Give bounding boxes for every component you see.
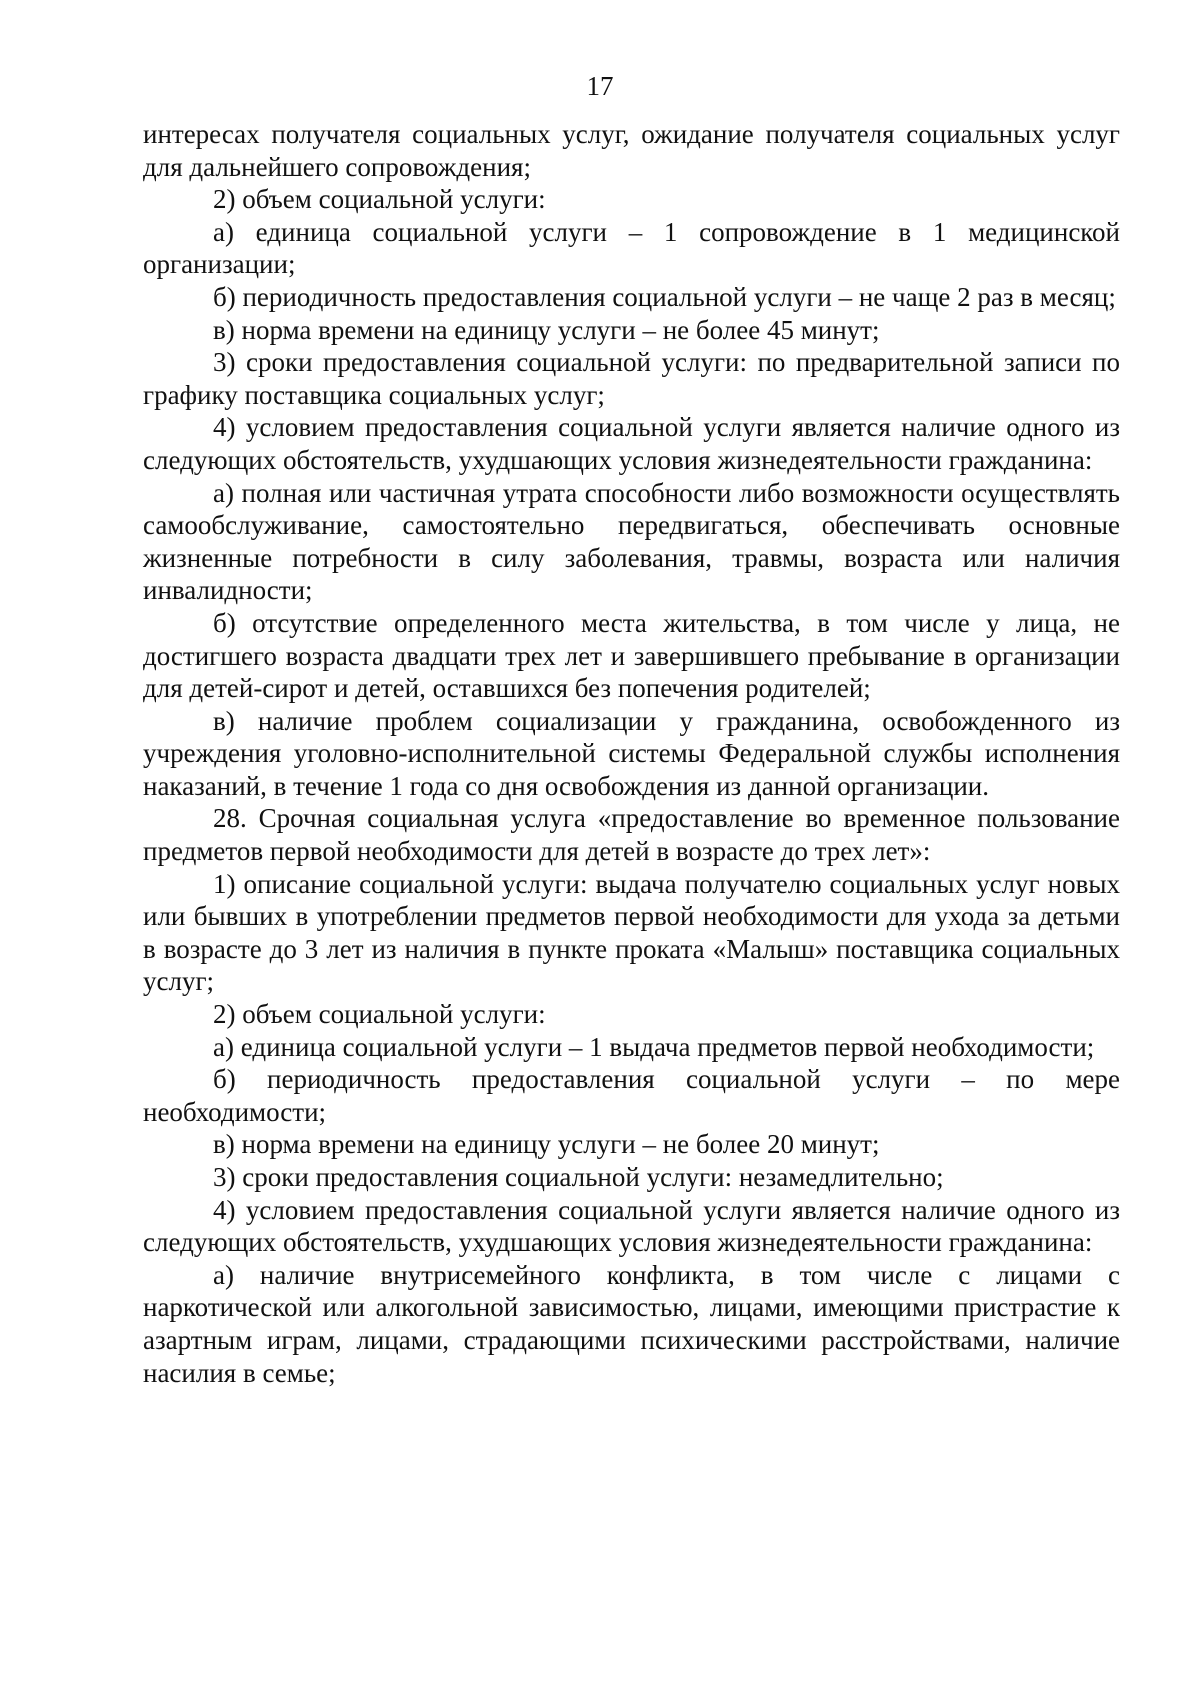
paragraph-item: 4) условием предоставления социальной услуги является наличие одного из следующих обстоятельств, ухудшающих условия жизнедеятельности гражданина: (143, 412, 1120, 475)
section-heading-28: 28. Срочная социальная услуга «предоставление во временное пользование предметов первой необходимости для детей в возрасте до трех лет»: (143, 803, 1120, 867)
paragraph-item: 1) описание социальной услуги: выдача получателю социальных услуг новых или бывших в употреблении предметов первой необходимости для ухода за детьми в возрасте до 3 лет из наличия в пункте проката «Малыш» поставщика социальных услуг; (143, 868, 1120, 997)
paragraph-item: 2) объем социальной услуги: (213, 184, 546, 215)
paragraph-subitem: б) периодичность предоставления социальной услуги – по мере необходимости; (143, 1064, 1120, 1127)
paragraph-subitem: а) единица социальной услуги – 1 выдача предметов первой необходимости; (213, 1031, 1095, 1062)
paragraph-item: 3) сроки предоставления социальной услуги: незамедлительно; (213, 1162, 944, 1192)
paragraph-item: 3) сроки предоставления социальной услуги: по предварительной записи по графику поставщика социальных услуг; (143, 347, 1120, 410)
paragraph-subitem: в) норма времени на единицу услуги – не более 45 минут; (213, 314, 880, 345)
paragraph-item: 4) условием предоставления социальной услуги является наличие одного из следующих обстоятельств, ухудшающих условия жизнедеятельности гражданина: (143, 1194, 1120, 1258)
paragraph-item: 2) объем социальной услуги: (213, 999, 546, 1030)
paragraph-subitem: в) норма времени на единицу услуги – не более 20 минут; (213, 1129, 880, 1160)
document-body (143, 118, 1120, 1389)
page-number: 17 (586, 71, 614, 101)
paragraph-subitem: а) наличие внутрисемейного конфликта, в том числе с лицами с наркотической или алкогольной зависимостью, лицами, имеющими пристрастие к азартным играм, лицами, страдающими психическими расстройствами, наличие насилия в семье; (143, 1259, 1120, 1388)
paragraph-subitem: в) наличие проблем социализации у гражданина, освобожденного из учреждения уголовно-исполнительной системы Федеральной службы исполнения наказаний, в течение 1 года со дня освобождения из данной организации. (143, 705, 1120, 801)
paragraph-subitem: а) полная или частичная утрата способности либо возможности осуществлять самообслуживание, самостоятельно передвигаться, обеспечивать основные жизненные потребности в силу заболевания, травмы, возраста или наличия инвалидности; (143, 477, 1120, 606)
paragraph-subitem: а) единица социальной услуги – 1 сопровождение в 1 медицинской организации; (143, 216, 1120, 280)
paragraph-subitem: б) периодичность предоставления социальной услуги – не чаще 2 раз в месяц; (213, 281, 1116, 312)
paragraph-continuation: интересах получателя социальных услуг, ожидание получателя социальных услуг для дальнейшего сопровождения; (143, 119, 1120, 182)
paragraph-subitem: б) отсутствие определенного места жительства, в том числе у лица, не достигшего возраста двадцати трех лет и завершившего пребывание в организации для детей-сирот и детей, оставшихся без попечения родителей; (143, 607, 1120, 704)
